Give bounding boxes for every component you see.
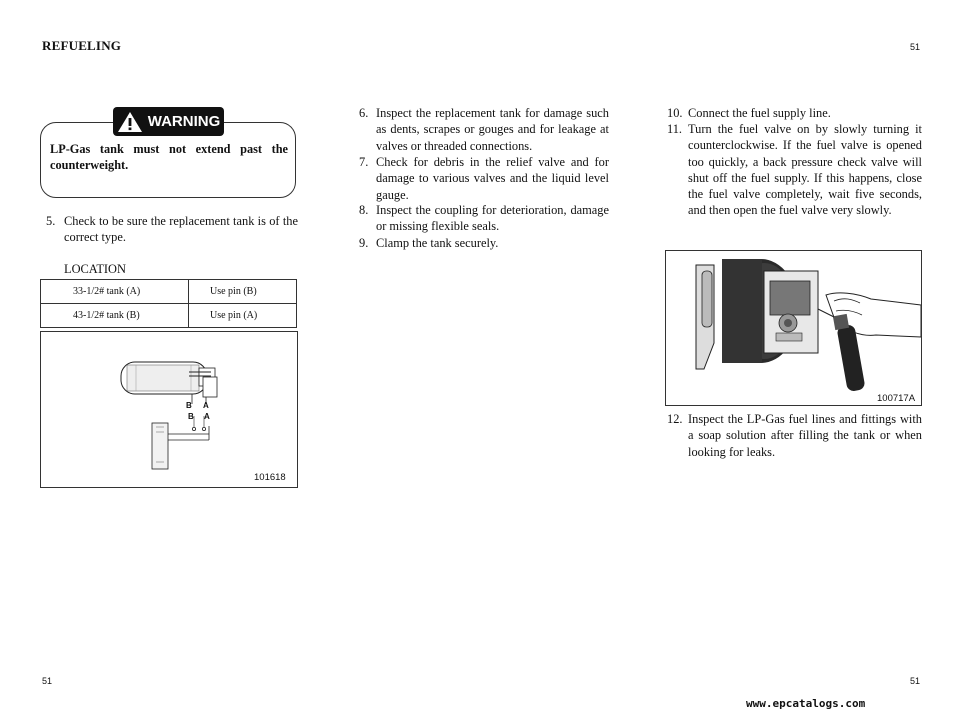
page-number-bottom-left: 51 xyxy=(42,676,53,686)
step-5 xyxy=(46,213,298,246)
step-number: 10. xyxy=(667,106,683,120)
fuel-valve-illustration xyxy=(666,251,921,405)
table-row xyxy=(41,280,297,304)
table-cell: 43-1/2# tank (B) xyxy=(41,304,189,328)
pin-label-b-bottom: B xyxy=(188,412,194,421)
figure-tank-pin-diagram xyxy=(40,331,298,488)
step-text: Turn the fuel valve on by slowly turning it counterclockwise. If the fuel valve is opened too quickly, a back pressure check valve will shut off the fuel supply. If this happens, close the fuel valve completely, wait five seconds, and then open the fuel valve very slowly. xyxy=(688,122,922,218)
section-title: REFUELING xyxy=(42,38,122,53)
step-text: Check to be sure the replacement tank is of the correct type. xyxy=(64,214,298,245)
figure-number: 101618 xyxy=(254,472,286,483)
step-number: 7. xyxy=(359,155,369,169)
step-9 xyxy=(359,235,609,251)
step-number: 6. xyxy=(359,106,369,120)
table-row xyxy=(41,304,297,328)
step-6 xyxy=(359,105,609,154)
step-number: 12. xyxy=(667,412,683,426)
step-10 xyxy=(667,105,922,121)
step-number: 11. xyxy=(667,122,683,136)
tank-pin-illustration xyxy=(41,332,297,487)
warning-triangle-icon xyxy=(117,111,143,133)
location-label: LOCATION xyxy=(64,262,126,276)
pin-label-a-top: A xyxy=(203,401,209,410)
figure-fuel-valve-photo xyxy=(665,250,922,406)
warning-badge-label: WARNING xyxy=(147,113,221,130)
pin-label-b-top: B xyxy=(186,401,192,410)
step-7 xyxy=(359,154,609,203)
figure-number: 100717A xyxy=(877,393,916,404)
table-cell: Use pin (A) xyxy=(189,304,297,328)
step-8 xyxy=(359,202,609,235)
step-number: 5. xyxy=(46,214,56,228)
step-text: Inspect the LP-Gas fuel lines and fittings with a soap solution after filling the tank or when looking for leaks. xyxy=(688,412,922,459)
footer-url-watermark: www.epcatalogs.com xyxy=(746,697,866,710)
step-text: Connect the fuel supply line. xyxy=(688,106,831,120)
warning-text: LP-Gas tank must not extend past the counterweight. xyxy=(50,142,288,172)
table-cell: Use pin (B) xyxy=(189,280,297,304)
step-text: Clamp the tank securely. xyxy=(376,236,499,250)
table-cell: 33-1/2# tank (A) xyxy=(41,280,189,304)
page-number-top: 51 xyxy=(910,42,921,52)
page-number-bottom-right: 51 xyxy=(910,676,921,686)
step-text: Check for debris in the relief valve and for damage to various valves and the liquid level gauge. xyxy=(376,155,609,202)
location-table xyxy=(40,279,297,328)
step-text: Inspect the replacement tank for damage such as dents, scrapes or gouges and for leakage at valves or threaded connections. xyxy=(376,106,609,153)
step-number: 8. xyxy=(359,203,369,217)
step-number: 9. xyxy=(359,236,369,250)
step-text: Inspect the coupling for deterioration, damage or missing flexible seals. xyxy=(376,203,609,234)
step-11 xyxy=(667,121,922,219)
pin-label-a-bottom: A xyxy=(204,412,210,421)
step-12 xyxy=(667,411,922,460)
warning-badge xyxy=(113,107,224,136)
